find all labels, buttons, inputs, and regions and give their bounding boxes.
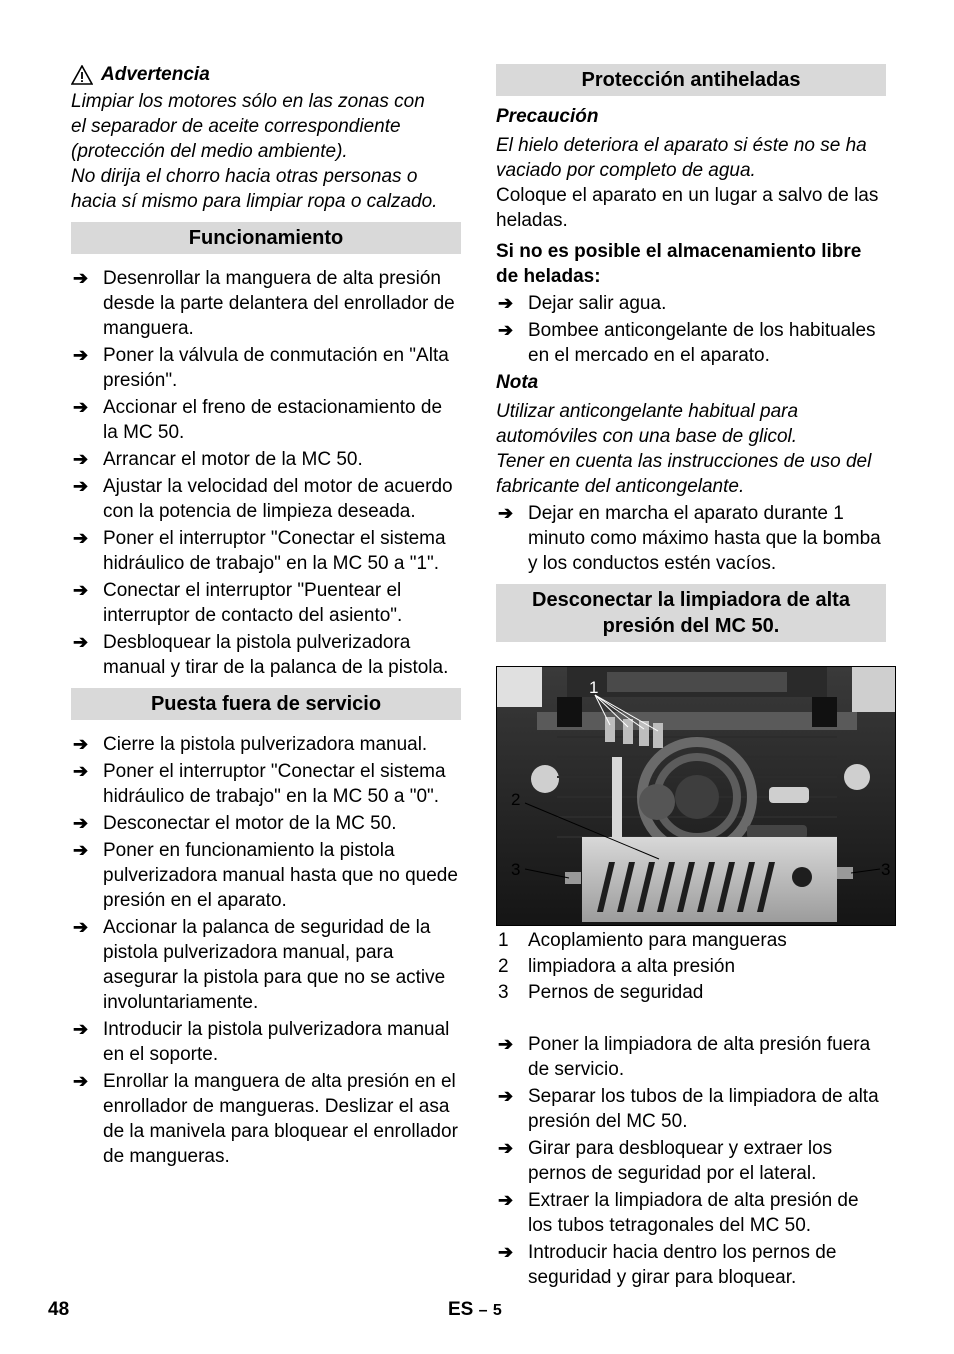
frost-steps (496, 291, 886, 368)
photo-callout-3-left: 3 (511, 860, 521, 879)
arrow-right-icon: ➔ (498, 1190, 514, 1210)
arrow-right-icon: ➔ (73, 734, 89, 754)
list-item: ➔ Poner la válvula de conmutación en "Alta presión". (73, 345, 449, 391)
device-photo-illustration (497, 667, 895, 925)
puesta-fuera-steps (71, 732, 461, 1169)
photo-callout-3-right: 3 (881, 860, 891, 879)
list-item: ➔ Enrollar la manguera de alta presión en el enrollador de mangueras. Deslizar el asa de la manivela para bloquear el enrollador de mangueras. (73, 1071, 458, 1167)
arrow-right-icon: ➔ (73, 528, 89, 548)
caution-title: Precaución (496, 106, 599, 127)
caution-normal-text: Coloque el aparato en un lugar a salvo de las heladas. (496, 185, 879, 231)
photo-legend (496, 928, 886, 1006)
list-item: ➔ Ajustar la velocidad del motor de acuerdo con la potencia de limpieza deseada. (73, 476, 453, 522)
list-item: ➔ Accionar el freno de estacionamiento de la MC 50. (73, 397, 443, 443)
frost-subheading: Si no es posible el almacenamiento libre de heladas: (496, 241, 862, 287)
note-line: Tener en cuenta las instrucciones de uso del fabricante del anticongelante. (496, 451, 872, 497)
arrow-right-icon: ➔ (73, 476, 89, 496)
list-item: ➔ Extraer la limpiadora de alta presión de los tubos tetragonales del MC 50. (498, 1190, 859, 1236)
arrow-right-icon: ➔ (73, 397, 89, 417)
list-item: ➔ Dejar en marcha el aparato durante 1 minuto como máximo hasta que la bomba y los conductos estén vacíos. (498, 503, 881, 574)
arrow-right-icon: ➔ (498, 293, 514, 313)
list-item: ➔ Desbloquear la pistola pulverizadora manual y tirar de la palanca de la pistola. (73, 632, 449, 678)
warning-text: Limpiar los motores sólo en las zonas con el separador de aceite correspondiente (protección del medio ambiente). No dirija el chorro hacia otras personas o hacia sí mismo para limpiar ropa o calzado. (71, 91, 438, 212)
arrow-right-icon: ➔ (73, 761, 89, 781)
legend-item: 1 Acoplamiento para mangueras (498, 930, 787, 951)
list-item: ➔ Separar los tubos de la limpiadora de alta presión del MC 50. (498, 1086, 879, 1132)
arrow-right-icon: ➔ (498, 503, 514, 523)
legend-item: 2 limpiadora a alta presión (498, 956, 736, 977)
section-heading-puesta-fuera: Puesta fuera de servicio (71, 688, 461, 720)
arrow-right-icon: ➔ (73, 917, 89, 937)
arrow-right-icon: ➔ (73, 840, 89, 860)
note-steps (496, 501, 886, 576)
list-item: ➔ Introducir hacia dentro los pernos de seguridad y girar para bloquear. (498, 1242, 837, 1288)
left-column (71, 60, 461, 1171)
list-item: ➔ Poner la limpiadora de alta presión fuera de servicio. (498, 1034, 871, 1080)
list-item: ➔ Bombee anticongelante de los habituales en el mercado en el aparato. (498, 320, 876, 366)
right-column (496, 64, 891, 1292)
section-heading-funcionamiento: Funcionamiento (71, 222, 461, 254)
arrow-right-icon: ➔ (73, 268, 89, 288)
arrow-right-icon: ➔ (73, 345, 89, 365)
list-item: ➔ Poner el interruptor "Conectar el sistema hidráulico de trabajo" en la MC 50 a "1". (73, 528, 446, 574)
arrow-right-icon: ➔ (73, 1019, 89, 1039)
list-item: ➔ Conectar el interruptor "Puentear el interruptor de contacto del asiento". (73, 580, 403, 626)
arrow-right-icon: ➔ (498, 320, 514, 340)
photo-callout-1: 1 (589, 678, 599, 697)
arrow-right-icon: ➔ (498, 1138, 514, 1158)
arrow-right-icon: ➔ (73, 1071, 89, 1091)
photo-callout-2: 2 (511, 790, 521, 809)
arrow-right-icon: ➔ (73, 580, 89, 600)
note-line: Utilizar anticongelante habitual para automóviles con una base de glicol. (496, 401, 799, 447)
warning-heading (71, 62, 461, 87)
warning-triangle-icon (71, 65, 93, 85)
note-title: Nota (496, 372, 539, 393)
list-item: ➔ Arrancar el motor de la MC 50. (73, 449, 363, 470)
warning-title: Advertencia (101, 64, 210, 85)
section-heading-desconectar: Desconectar la limpiadora de alta presión del MC 50. (496, 584, 886, 642)
arrow-right-icon: ➔ (498, 1242, 514, 1262)
funcionamiento-steps (71, 266, 461, 680)
list-item: ➔ Desconectar el motor de la MC 50. (73, 813, 397, 834)
device-photo (496, 666, 896, 926)
arrow-right-icon: ➔ (73, 449, 89, 469)
footer-language: ES – 5 (448, 1299, 502, 1320)
list-item: ➔ Poner el interruptor "Conectar el sistema hidráulico de trabajo" en la MC 50 a "0". (73, 761, 446, 807)
list-item: ➔ Cierre la pistola pulverizadora manual. (73, 734, 428, 755)
page-number: 48 (48, 1299, 70, 1320)
list-item: ➔ Introducir la pistola pulverizadora manual en el soporte. (73, 1019, 450, 1065)
arrow-right-icon: ➔ (498, 1034, 514, 1054)
arrow-right-icon: ➔ (73, 632, 89, 652)
list-item: ➔ Girar para desbloquear y extraer los pernos de seguridad por el lateral. (498, 1138, 833, 1184)
arrow-right-icon: ➔ (73, 813, 89, 833)
list-item: ➔ Dejar salir agua. (498, 293, 667, 314)
final-steps (496, 1032, 886, 1290)
section-heading-proteccion: Protección antiheladas (496, 64, 886, 96)
caution-text: El hielo deteriora el aparato si éste no se ha vaciado por completo de agua. (496, 135, 867, 181)
list-item: ➔ Poner en funcionamiento la pistola pulverizadora manual hasta que no quede presión en el aparato. (73, 840, 458, 911)
arrow-right-icon: ➔ (498, 1086, 514, 1106)
list-item: ➔ Accionar la palanca de seguridad de la pistola pulverizadora manual, para asegurar la pistola para que no se active involuntariamente. (73, 917, 446, 1013)
list-item: ➔ Desenrollar la manguera de alta presión desde la parte delantera del enrollador de manguera. (73, 268, 455, 339)
legend-item: 3 Pernos de seguridad (498, 982, 704, 1003)
